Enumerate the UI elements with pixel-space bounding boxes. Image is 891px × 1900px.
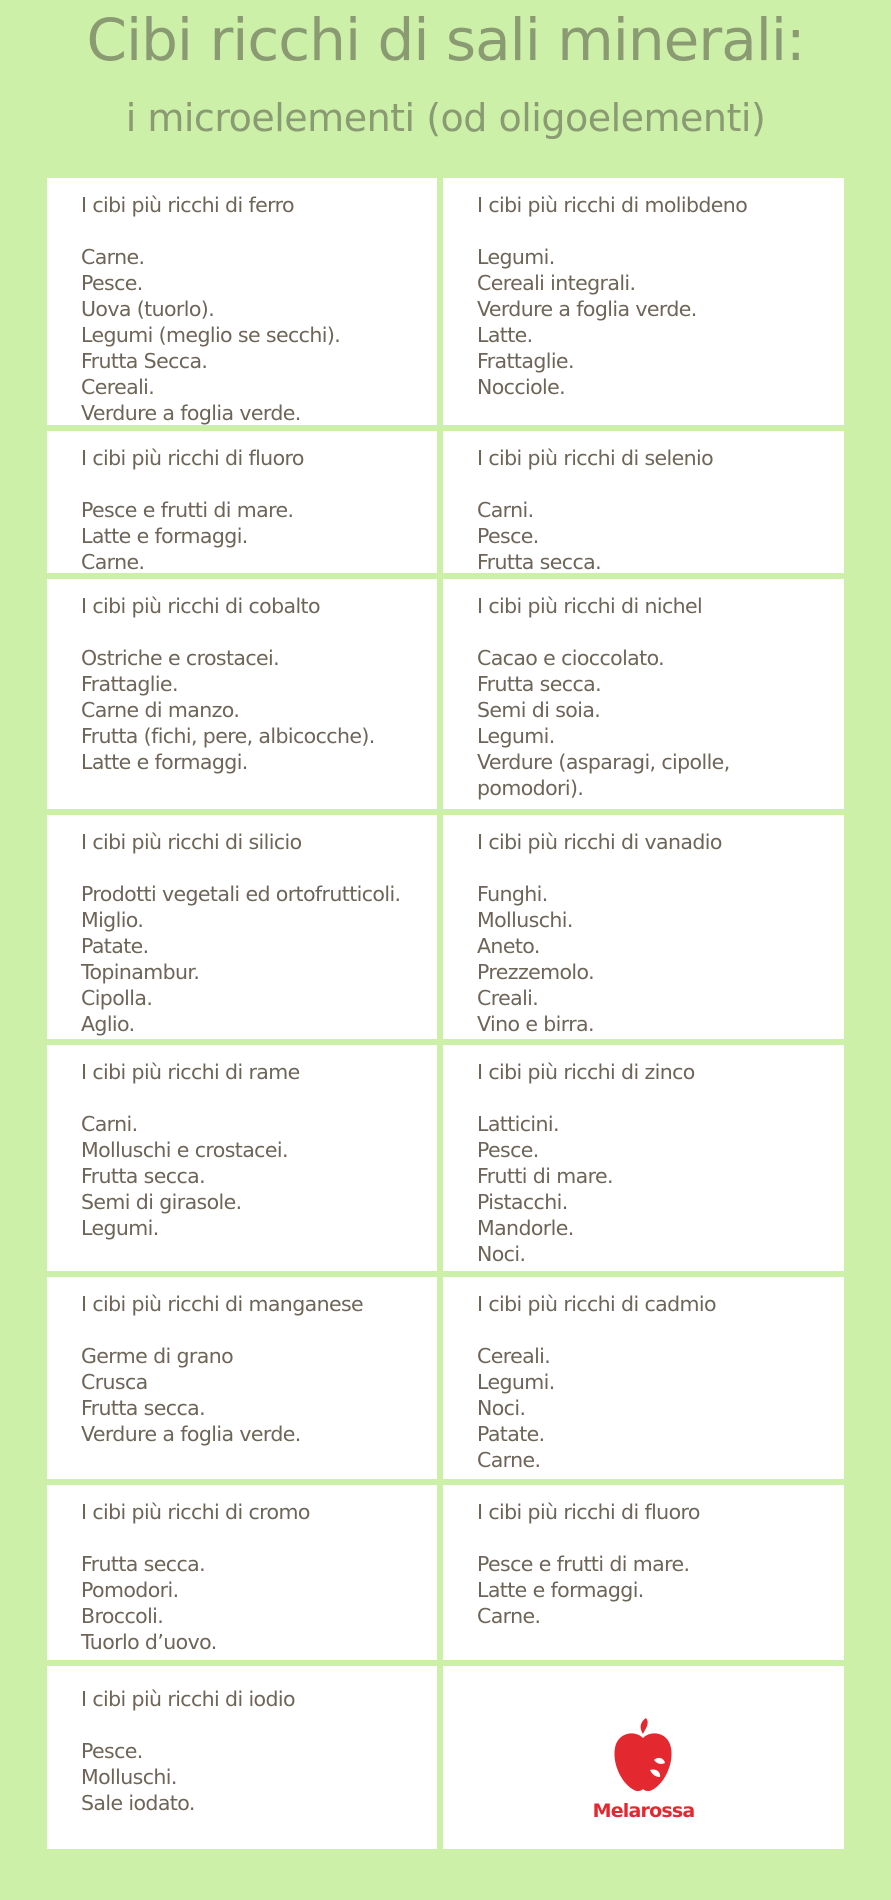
food-item: Frutta secca. (477, 672, 601, 696)
food-item: Vino e birra. (477, 1012, 594, 1036)
food-item: Verdure a foglia verde. (477, 297, 697, 321)
food-item: Crusca (81, 1370, 148, 1394)
food-item: Noci. (477, 1396, 526, 1420)
food-item: Noci. (477, 1242, 526, 1266)
food-item: Legumi. (477, 1370, 555, 1394)
food-item: Semi di soia. (477, 698, 601, 722)
food-item: Frutta secca. (81, 1164, 205, 1188)
food-item: Carne. (81, 245, 145, 269)
food-item: Legumi. (81, 1216, 159, 1240)
brand-logo (593, 1714, 695, 1822)
mineral-card-title: I cibi più ricchi di silicio (81, 830, 302, 854)
food-item: Semi di girasole. (81, 1190, 242, 1214)
page-title: Cibi ricchi di sali minerali: (86, 6, 805, 74)
food-item: Patate. (81, 934, 149, 958)
food-item: Prezzemolo. (477, 960, 595, 984)
food-item: Prodotti vegetali ed ortofrutticoli. (81, 882, 401, 906)
food-item: Pistacchi. (477, 1190, 568, 1214)
food-item: Ostriche e crostacei. (81, 646, 280, 670)
food-item: Cereali integrali. (477, 271, 636, 295)
mineral-card-fluoro-2 (443, 1485, 844, 1660)
food-item: Carne. (477, 1604, 541, 1628)
food-item: Creali. (477, 986, 539, 1010)
food-item: Verdure a foglia verde. (81, 1422, 301, 1446)
food-item: Frutta Secca. (81, 349, 208, 373)
food-item: Legumi. (477, 724, 555, 748)
food-item: Cereali. (81, 375, 155, 399)
food-item: Carni. (81, 1112, 138, 1136)
mineral-card-title: I cibi più ricchi di vanadio (477, 830, 722, 854)
food-item: Sale iodato. (81, 1791, 195, 1815)
food-item: Pesce e frutti di mare. (81, 498, 294, 522)
brand-name: Melarossa (592, 1799, 695, 1822)
food-item: Germe di grano (81, 1344, 234, 1368)
food-item: Uova (tuorlo). (81, 297, 215, 321)
mineral-card-title: I cibi più ricchi di cromo (81, 1500, 310, 1524)
food-item: Broccoli. (81, 1604, 164, 1628)
mineral-card-title: I cibi più ricchi di manganese (81, 1292, 364, 1316)
header (0, 0, 891, 140)
food-item: Frutta (fichi, pere, albicocche). (81, 724, 375, 748)
food-item: Cereali. (477, 1344, 551, 1368)
food-item: Frutta secca. (477, 550, 601, 573)
food-item: Pesce. (81, 1739, 143, 1763)
food-item: Pesce e frutti di mare. (477, 1552, 690, 1576)
food-item: Mandorle. (477, 1216, 574, 1240)
food-item: Latticini. (477, 1112, 559, 1136)
mineral-card-manganese (47, 1277, 437, 1479)
food-item: Carne. (81, 550, 145, 573)
mineral-card-cobalto (47, 579, 437, 809)
food-item: Cacao e cioccolato. (477, 646, 665, 670)
page-subtitle: i microelementi (od oligoelementi) (125, 96, 766, 140)
food-item: Legumi. (477, 245, 555, 269)
food-item: Frutta secca. (81, 1396, 205, 1420)
food-item: Molluschi. (81, 1765, 177, 1789)
mineral-card-iodio (47, 1666, 437, 1849)
food-item: Nocciole. (477, 375, 566, 399)
mineral-card-title: I cibi più ricchi di nichel (477, 594, 703, 618)
mineral-card-title: I cibi più ricchi di iodio (81, 1687, 295, 1711)
food-item: Verdure (asparagi, cipolle, pomodori). (477, 750, 730, 800)
mineral-card-title: I cibi più ricchi di zinco (477, 1060, 695, 1084)
mineral-card-molibdeno (443, 178, 844, 425)
food-item: Verdure a foglia verde. (81, 401, 301, 425)
food-item: Pesce. (81, 271, 143, 295)
mineral-card-rame (47, 1045, 437, 1271)
mineral-card-nichel (443, 579, 844, 809)
mineral-card-title: I cibi più ricchi di selenio (477, 446, 714, 470)
food-item: Latte. (477, 323, 533, 347)
mineral-card-title: I cibi più ricchi di cadmio (477, 1292, 716, 1316)
mineral-card-title: I cibi più ricchi di molibdeno (477, 193, 748, 217)
food-item: Carne. (477, 1448, 541, 1472)
mineral-card-zinco (443, 1045, 844, 1271)
food-item: Frattaglie. (81, 672, 178, 696)
food-item: Frattaglie. (477, 349, 574, 373)
mineral-card-selenio (443, 431, 844, 573)
food-item: Funghi. (477, 882, 548, 906)
food-item: Latte e formaggi. (81, 750, 248, 774)
food-item: Pesce. (477, 524, 539, 548)
food-item: Topinambur. (81, 960, 200, 984)
mineral-card-title: I cibi più ricchi di ferro (81, 193, 294, 217)
food-item: Molluschi. (477, 908, 573, 932)
mineral-card-title: I cibi più ricchi di fluoro (81, 446, 304, 470)
mineral-card-fluoro (47, 431, 437, 573)
food-item: Latte e formaggi. (477, 1578, 644, 1602)
food-item: Frutti di mare. (477, 1164, 613, 1188)
logo-card (443, 1666, 844, 1849)
mineral-card-silicio (47, 815, 437, 1039)
mineral-card-title: I cibi più ricchi di fluoro (477, 1500, 700, 1524)
food-item: Molluschi e crostacei. (81, 1138, 288, 1162)
food-item: Tuorlo d’uovo. (81, 1630, 217, 1654)
food-item: Patate. (477, 1422, 545, 1446)
apple-icon (610, 1714, 676, 1796)
food-item: Carni. (477, 498, 534, 522)
mineral-card-cromo (47, 1485, 437, 1660)
mineral-card-title: I cibi più ricchi di rame (81, 1060, 300, 1084)
food-item: Cipolla. (81, 986, 153, 1010)
food-item: Pomodori. (81, 1578, 179, 1602)
food-item: Carne di manzo. (81, 698, 240, 722)
food-item: Legumi (meglio se secchi). (81, 323, 341, 347)
food-item: Latte e formaggi. (81, 524, 248, 548)
mineral-card-title: I cibi più ricchi di cobalto (81, 594, 320, 618)
food-item: Frutta secca. (81, 1552, 205, 1576)
mineral-card-ferro (47, 178, 437, 425)
mineral-card-cadmio (443, 1277, 844, 1479)
food-item: Pesce. (477, 1138, 539, 1162)
food-item: Miglio. (81, 908, 144, 932)
mineral-card-vanadio (443, 815, 844, 1039)
food-item: Aneto. (477, 934, 540, 958)
food-item: Aglio. (81, 1012, 135, 1036)
